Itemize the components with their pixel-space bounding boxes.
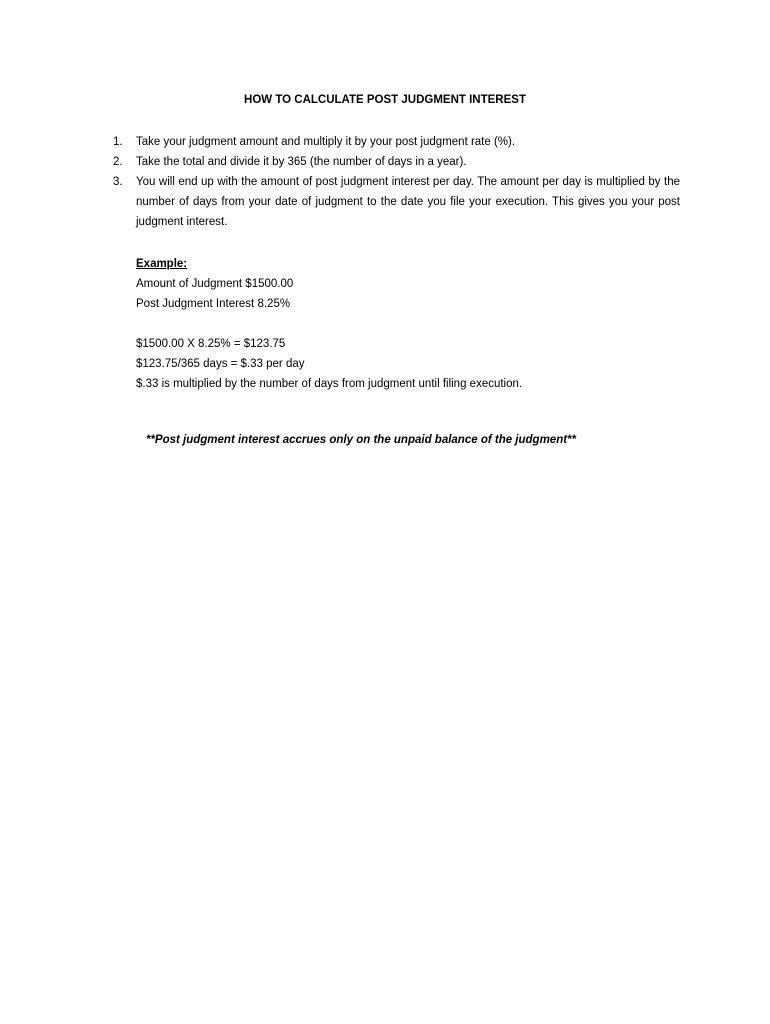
step-text: Take the total and divide it by 365 (the number of days in a year). bbox=[136, 156, 467, 168]
footnote: **Post judgment interest accrues only on the unpaid balance of the judgment** bbox=[145, 434, 577, 446]
example-spacer bbox=[136, 314, 681, 334]
list-item bbox=[110, 132, 680, 152]
list-item bbox=[110, 172, 680, 232]
example-calc-1: $1500.00 X 8.25% = $123.75 bbox=[136, 338, 286, 350]
step-number: 1. bbox=[113, 136, 123, 148]
list-item bbox=[110, 152, 680, 172]
step-text: You will end up with the amount of post judgment interest per day. The amount per day is multiplied by the number of days from your date of judgment to the date you file your execution. This gives you your post judgment interest. bbox=[136, 176, 680, 228]
example-amount: Amount of Judgment $1500.00 bbox=[136, 278, 294, 290]
example-calc-2: $123.75/365 days = $.33 per day bbox=[136, 358, 305, 370]
example-heading: Example: bbox=[136, 258, 188, 270]
step-number: 3. bbox=[113, 176, 123, 188]
step-text: Take your judgment amount and multiply it by your post judgment rate (%). bbox=[136, 136, 516, 148]
example-calc-3: $.33 is multiplied by the number of days from judgment until filing execution. bbox=[136, 378, 523, 390]
document-title: HOW TO CALCULATE POST JUDGMENT INTEREST bbox=[244, 94, 526, 106]
example-section bbox=[136, 254, 681, 394]
example-rate: Post Judgment Interest 8.25% bbox=[136, 298, 291, 310]
steps-list bbox=[110, 132, 680, 232]
step-number: 2. bbox=[113, 156, 123, 168]
